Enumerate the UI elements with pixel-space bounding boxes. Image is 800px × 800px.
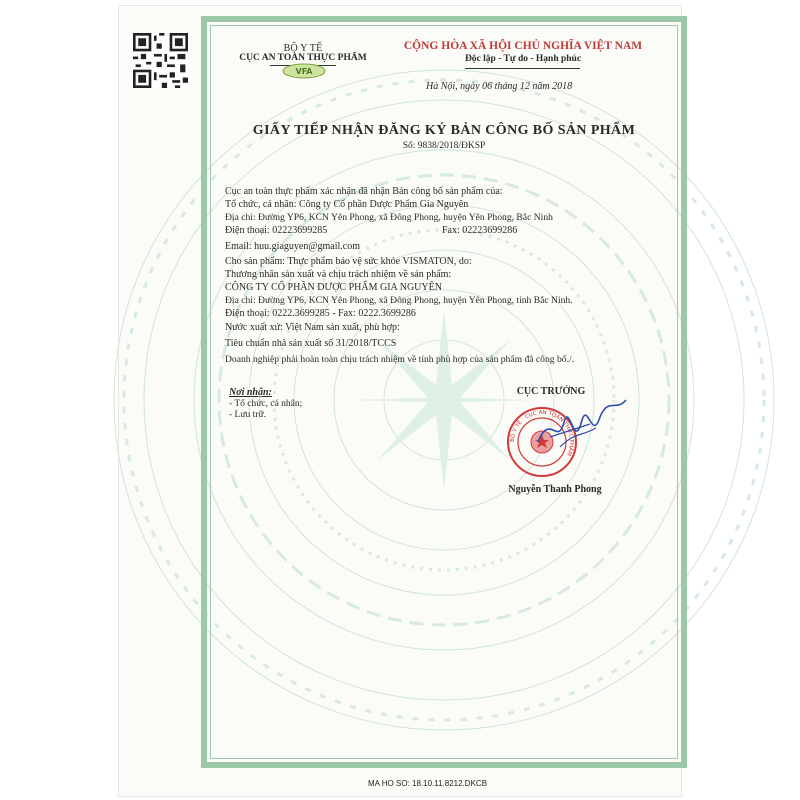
- responsibility-line: Doanh nghiệp phải hoàn toàn chịu trách nhiệm về tính phù hợp của sản phẩm đã công bố./.: [225, 354, 575, 365]
- manufacturer-contact: Điện thoại: 0222.3699285 - Fax: 0222.3699286: [225, 308, 416, 319]
- document-number: Số: 9838/2018/ĐKSP: [402, 141, 486, 151]
- organization-phone: Điện thoại: 02223699285: [225, 225, 328, 236]
- origin-line: Nước xuất xứ: Việt Nam sản xuất, phù hợp:: [225, 322, 400, 333]
- agency-name: CỤC AN TOÀN THỰC PHẨM: [239, 53, 367, 63]
- organization-fax: Fax: 02223699286: [442, 225, 518, 236]
- organization-address: Địa chỉ: Đường YP6, KCN Yên Phong, xã Đông Phong, huyện Yên Phong, Bắc Ninh: [225, 212, 553, 223]
- signer-title: CỤC TRƯỞNG: [516, 386, 586, 397]
- recipient-item: - Lưu trữ.: [229, 410, 266, 420]
- document-title: GIẤY TIẾP NHẬN ĐĂNG KÝ BẢN CÔNG BỐ SẢN PHẨM: [252, 123, 636, 138]
- manufacturer-label: Thương nhân sản xuất và chịu trách nhiệm về sản phẩm:: [225, 269, 452, 280]
- motto-underline: [465, 68, 580, 69]
- issue-date: Hà Nội, ngày 06 tháng 12 năm 2018: [426, 81, 573, 92]
- signature-scribble: [530, 392, 630, 462]
- standard-line: Tiêu chuẩn nhà sản xuất số 31/2018/TCCS: [225, 338, 397, 349]
- product-line: Cho sản phẩm: Thực phẩm bảo vệ sức khỏe VISMATON, do:: [225, 256, 472, 267]
- dossier-code: MA HO SO: 18.10.11.8212.DKCB: [368, 779, 488, 788]
- signer-name: Nguyễn Thanh Phong: [508, 484, 602, 495]
- national-motto: Độc lập - Tự do - Hạnh phúc: [464, 54, 582, 64]
- manufacturer-name: CÔNG TY CỔ PHẦN DƯỢC PHẨM GIA NGUYÊN: [225, 282, 442, 293]
- country-name: CỘNG HÒA XÃ HỘI CHỦ NGHĨA VIỆT NAM: [403, 40, 643, 52]
- recipients-heading: Nơi nhận:: [229, 387, 272, 398]
- recipient-item: - Tổ chức, cá nhân;: [229, 399, 303, 409]
- organization-email: Email: huu.giaguyen@gmail.com: [225, 241, 361, 252]
- organization-line: Tổ chức, cá nhân: Công ty Cổ phần Dược Phẩm Gia Nguyên: [225, 199, 469, 210]
- stamp-text: BỘ Y TẾ · CỤC AN TOÀN THỰC PHẨM: [509, 409, 575, 457]
- qr-code-icon[interactable]: [133, 33, 188, 88]
- intro-text: Cục an toàn thực phẩm xác nhận đã nhận Bản công bố sản phẩm của:: [225, 186, 503, 197]
- manufacturer-address: Địa chỉ: Đường YP6, KCN Yên Phong, xã Đông Phong, huyện Yên Phong, tỉnh Bắc Ninh.: [225, 295, 573, 306]
- vfa-logo-icon: [281, 63, 327, 79]
- vfa-logo-text: VFA: [295, 67, 313, 76]
- ministry-name: BỘ Y TẾ: [283, 43, 323, 54]
